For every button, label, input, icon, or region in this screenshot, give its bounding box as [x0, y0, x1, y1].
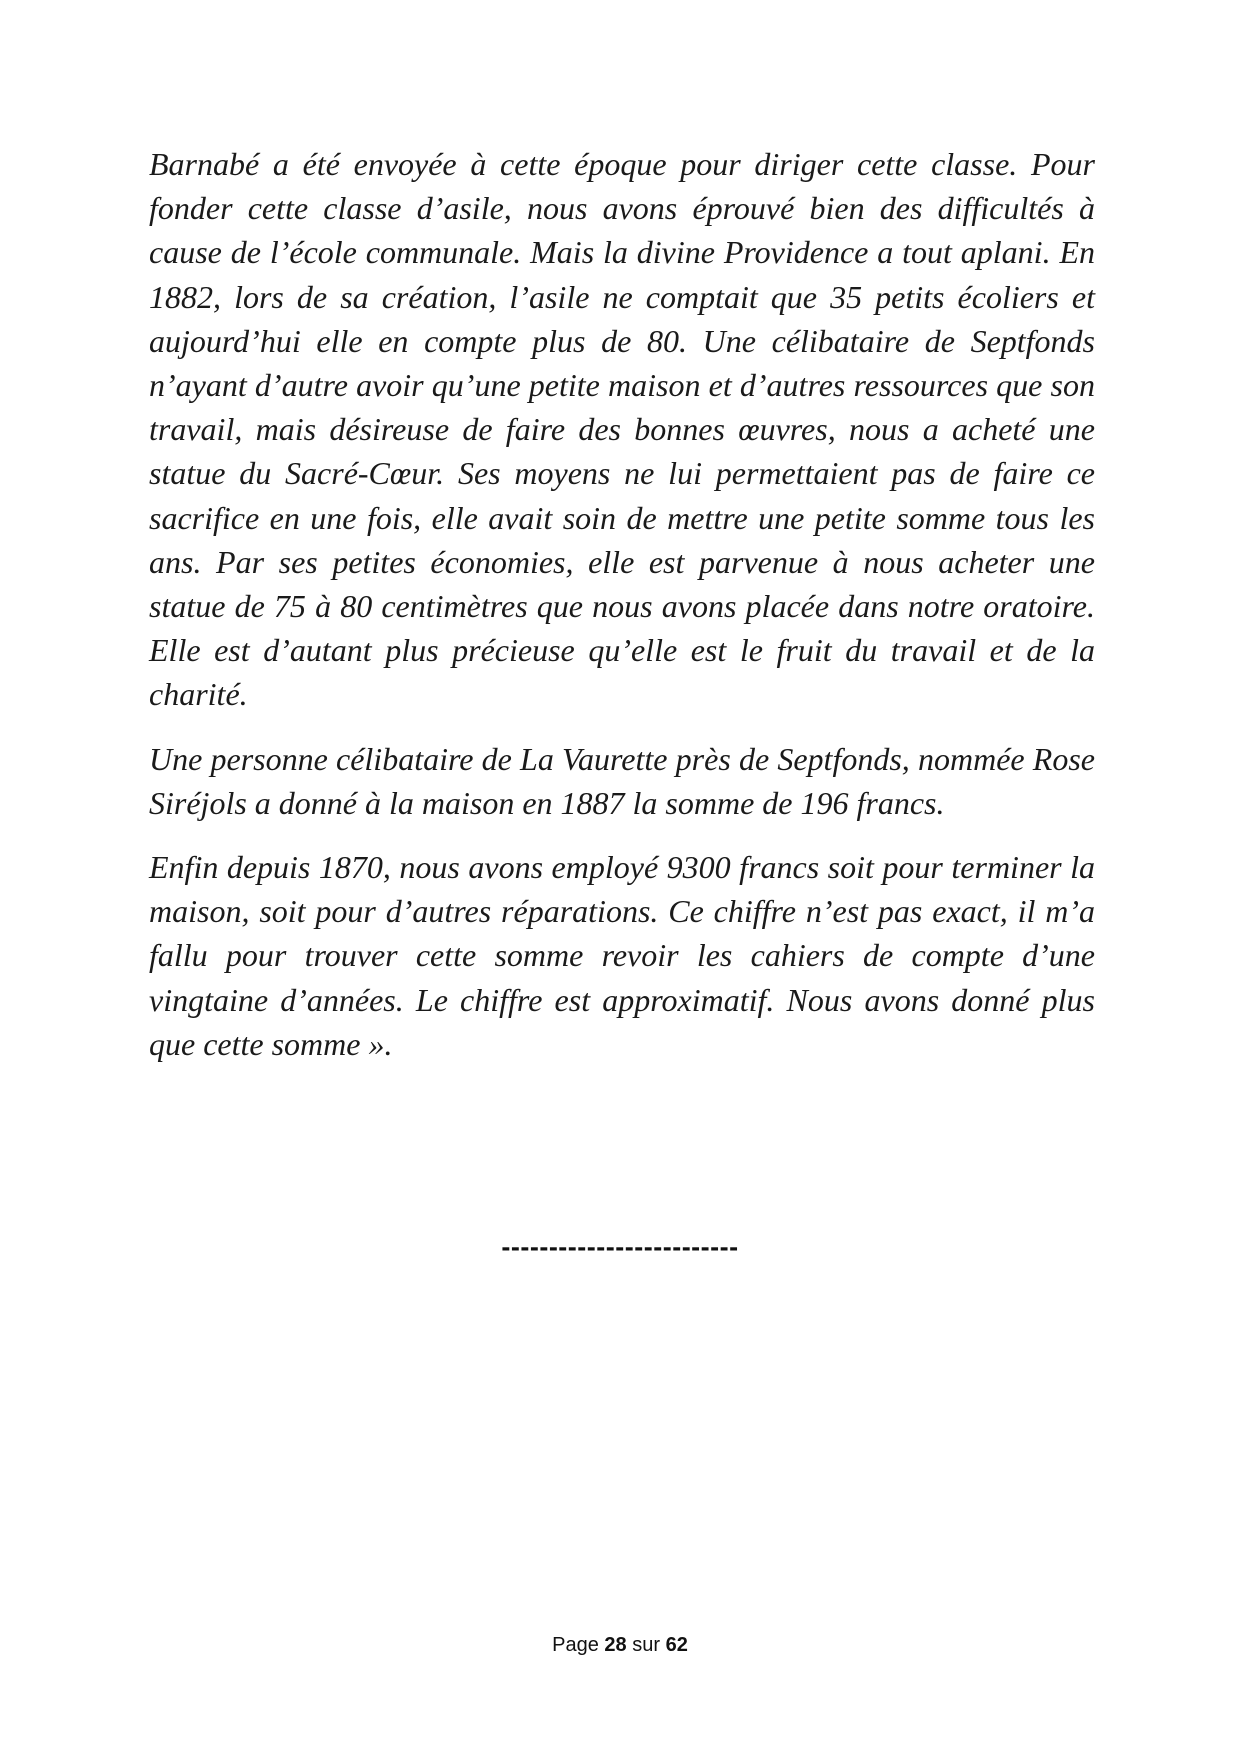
page-number: 28 [604, 1634, 627, 1656]
paragraph-2: Une personne célibataire de La Vaurette près de Septfonds, nommée Rose Siréjols a donné à la maison en 1887 la somme de 196 francs. [149, 740, 1095, 821]
body-text [149, 142, 1095, 1086]
page-footer [0, 1634, 1240, 1657]
of-label: sur [632, 1634, 661, 1656]
page-label: Page [552, 1634, 599, 1656]
total-pages: 62 [665, 1634, 688, 1656]
paragraph-3: Enfin depuis 1870, nous avons employé 9300 francs soit pour terminer la maison, soit pour d’autres réparations. Ce chiffre n’est pas exact, il m’a fallu pour trouver cette somme revoir les cahiers de compte d’une vingtaine d’années. Le chiffre est approximatif. Nous avons donné plus que cette somme ». [149, 849, 1095, 1062]
paragraph-1: Barnabé a été envoyée à cette époque pour diriger cette classe. Pour fonder cette classe d’asile, nous avons éprouvé bien des difficultés à cause de l’école communale. Mais la divine Providence a tout aplani. En 1882, lors de sa création, l’asile ne comptait que 35 petits écoliers et aujourd’hui elle en compte plus de 80. Une célibataire de Septfonds n’ayant d’autre avoir qu’une petite maison et d’autres ressources que son travail, mais désireuse de faire des bonnes œuvres, nous a acheté une statue du Sacré-Cœur. Ses moyens ne lui permettaient pas de faire ce sacrifice en une fois, elle avait soin de mettre une petite somme tous les ans. Par ses petites économies, elle est parvenue à nous acheter une statue de 75 à 80 centimètres que nous avons placée dans notre oratoire. Elle est d’autant plus précieuse qu’elle est le fruit du travail et de la charité. [149, 146, 1095, 713]
section-separator: ------------------------- [501, 1232, 739, 1262]
